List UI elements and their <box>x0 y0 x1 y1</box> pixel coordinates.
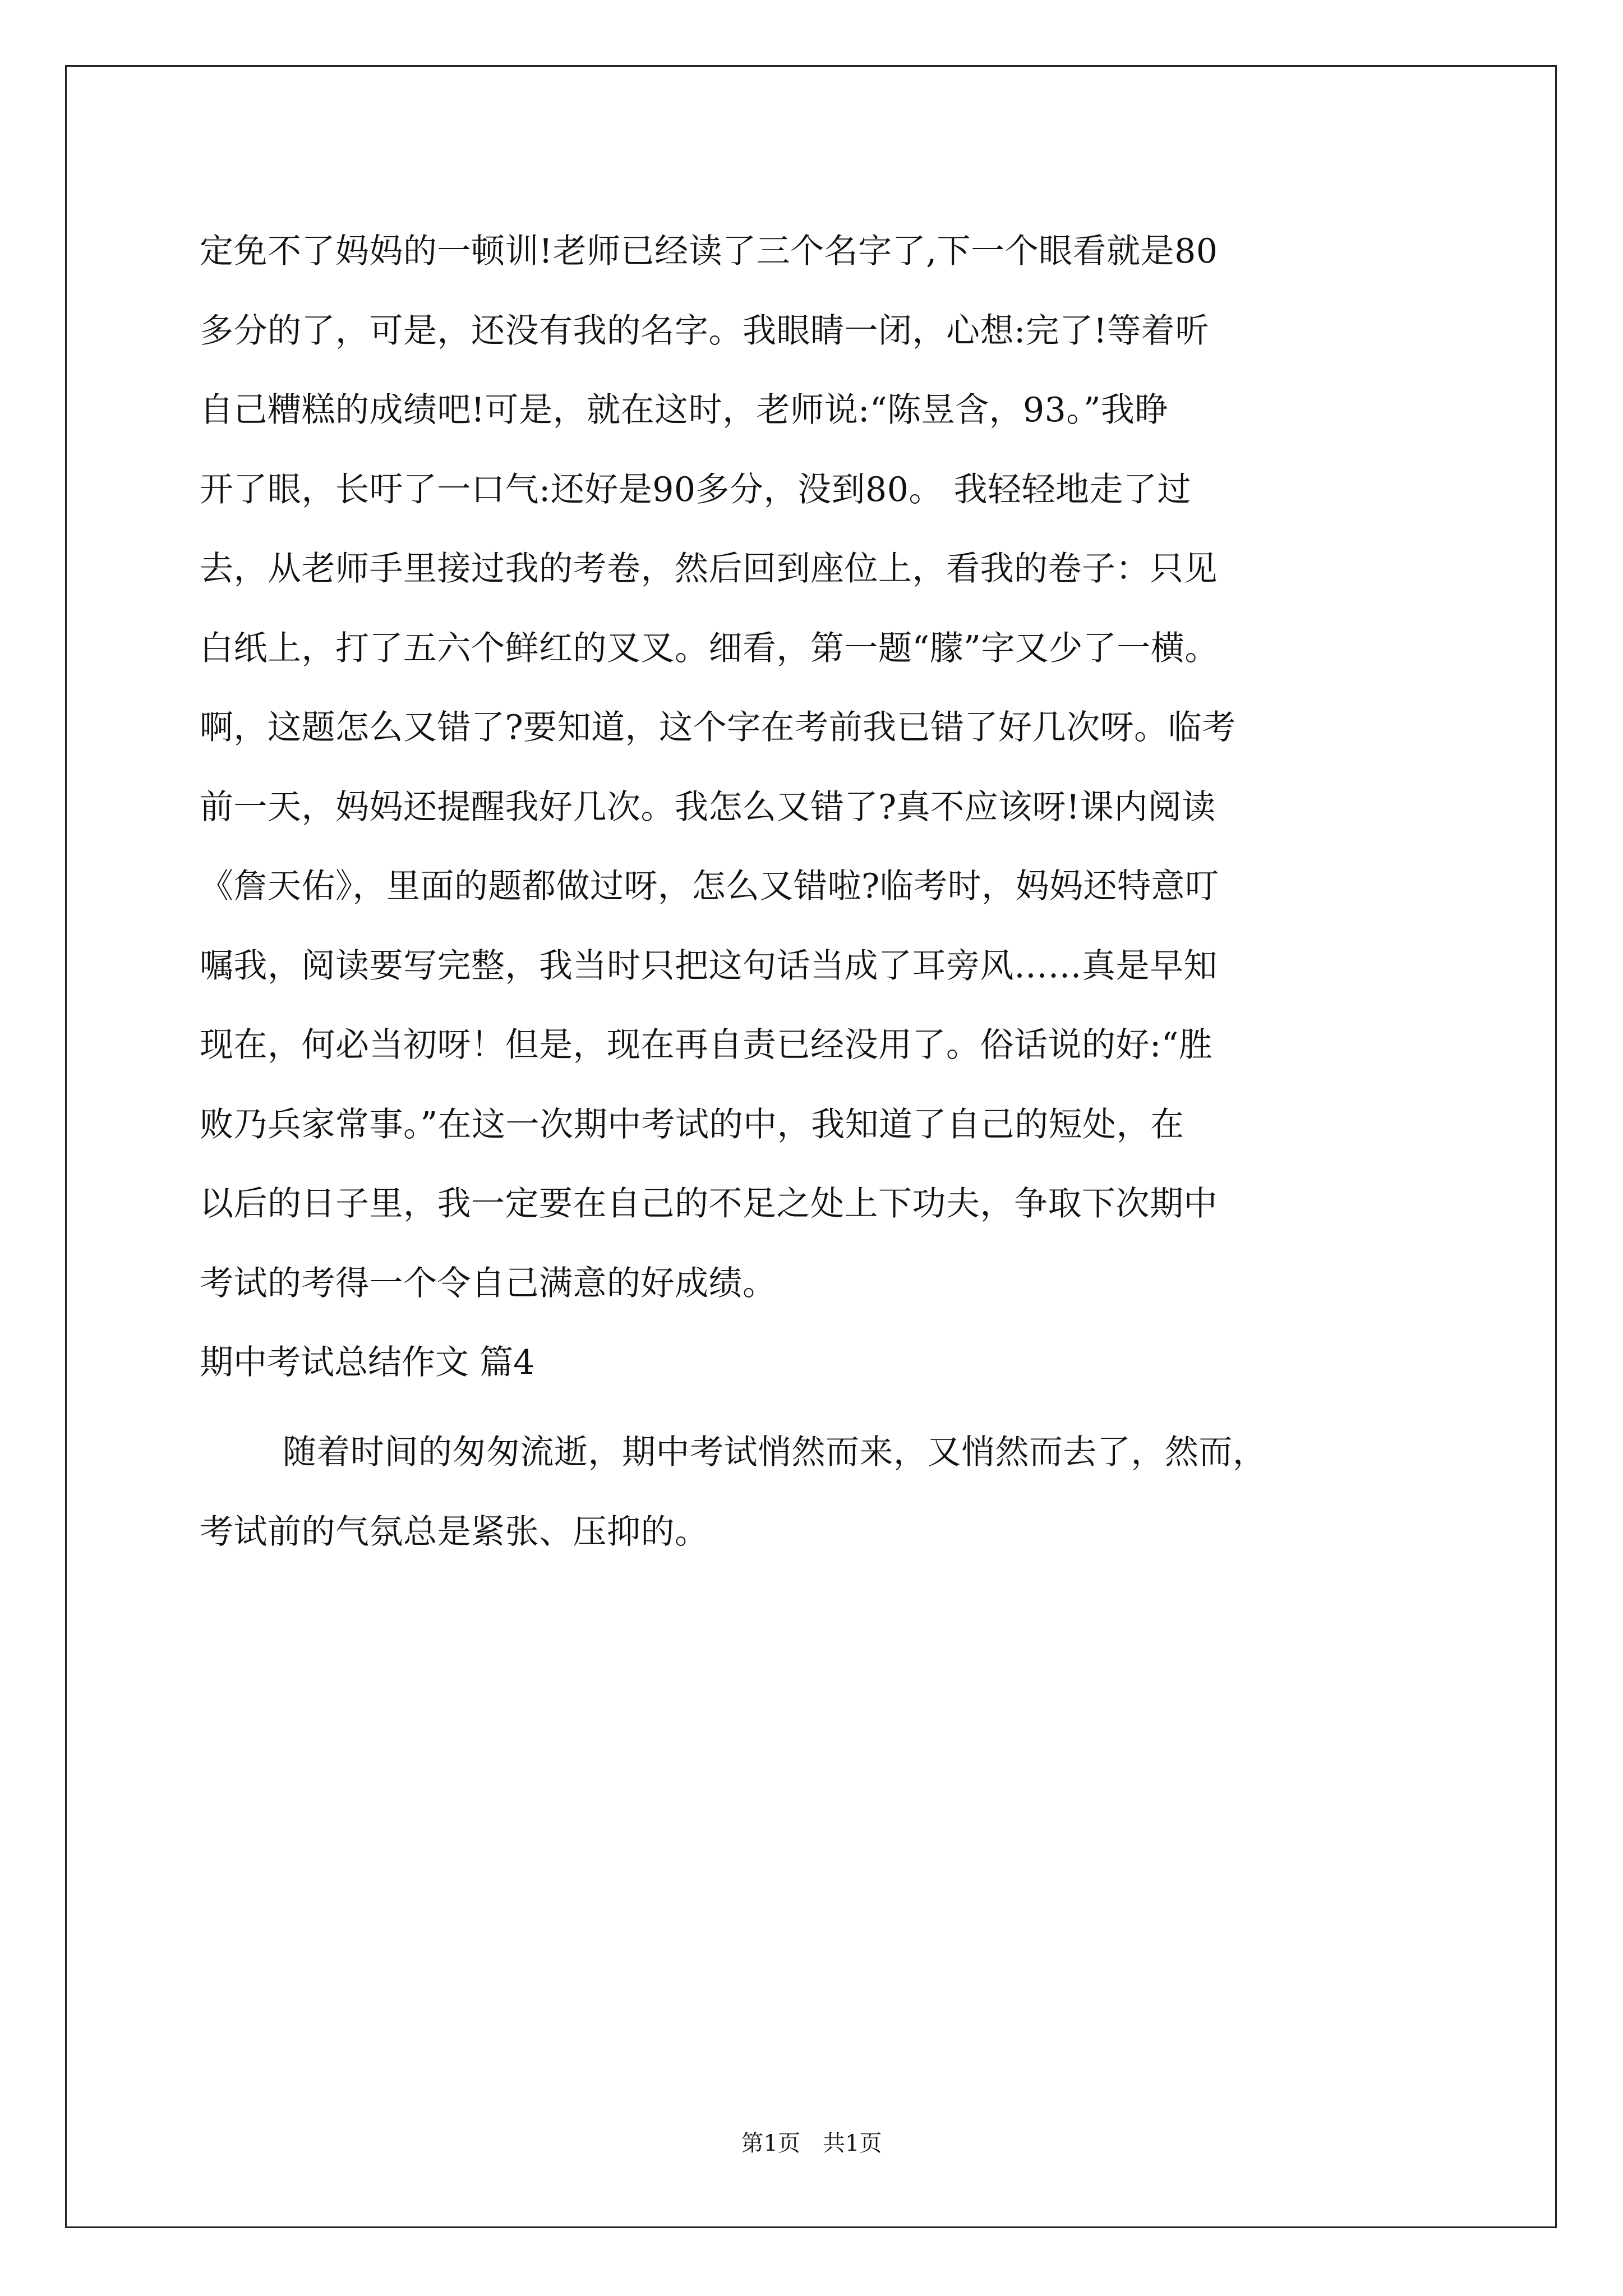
body-line: 《詹天佑》，里面的题都做过呀，怎么又错啦?临考时，妈妈还特意叮 <box>200 867 1219 906</box>
body-line: 嘱我，阅读要写完整，我当时只把这句话当成了耳旁风……真是早知 <box>200 946 1218 986</box>
body-line: 考试前的气氛总是紧张、压抑的。 <box>200 1512 709 1552</box>
body-line: 啊，这题怎么又错了?要知道，这个字在考前我已错了好几次呀。临考 <box>200 708 1236 747</box>
body-line: 自己糟糕的成绩吧!可是，就在这时，老师说:“陈昱含，93。”我睁 <box>200 390 1169 430</box>
body-line: 考试的考得一个令自己满意的好成绩。 <box>200 1263 777 1303</box>
body-line: 以后的日子里，我一定要在自己的不足之处上下功夫，争取下次期中 <box>200 1184 1218 1223</box>
body-line: 开了眼，长吁了一口气:还好是90多分，没到80。 我轻轻地走了过 <box>200 470 1191 509</box>
section-heading: 期中考试总结作文 篇4 <box>200 1343 535 1382</box>
body-line: 前一天，妈妈还提醒我好几次。我怎么又错了?真不应该呀!课内阅读 <box>200 787 1216 827</box>
body-line: 白纸上，打了五六个鲜红的叉叉。细看，第一题“朦”字又少了一横。 <box>200 628 1219 668</box>
body-line: 去，从老师手里接过我的考卷，然后回到座位上，看我的卷子：只见 <box>200 549 1218 588</box>
body-line: 随着时间的匆匆流逝，期中考试悄然而来，又悄然而去了，然而， <box>283 1433 1267 1472</box>
body-line: 现在，何必当初呀！但是，现在再自责已经没用了。俗话说的好:“胜 <box>200 1025 1213 1065</box>
body-line: 败乃兵家常事。”在这一次期中考试的中，我知道了自己的短处，在 <box>200 1105 1184 1144</box>
page-number-footer: 第1页 共1页 <box>741 2131 882 2156</box>
document-body <box>200 218 1433 1577</box>
body-line: 定免不了妈妈的一顿训!老师已经读了三个名字了,下一个眼看就是80 <box>200 232 1218 271</box>
body-line: 多分的了，可是，还没有我的名字。我眼睛一闭，心想:完了!等着听 <box>200 311 1209 351</box>
